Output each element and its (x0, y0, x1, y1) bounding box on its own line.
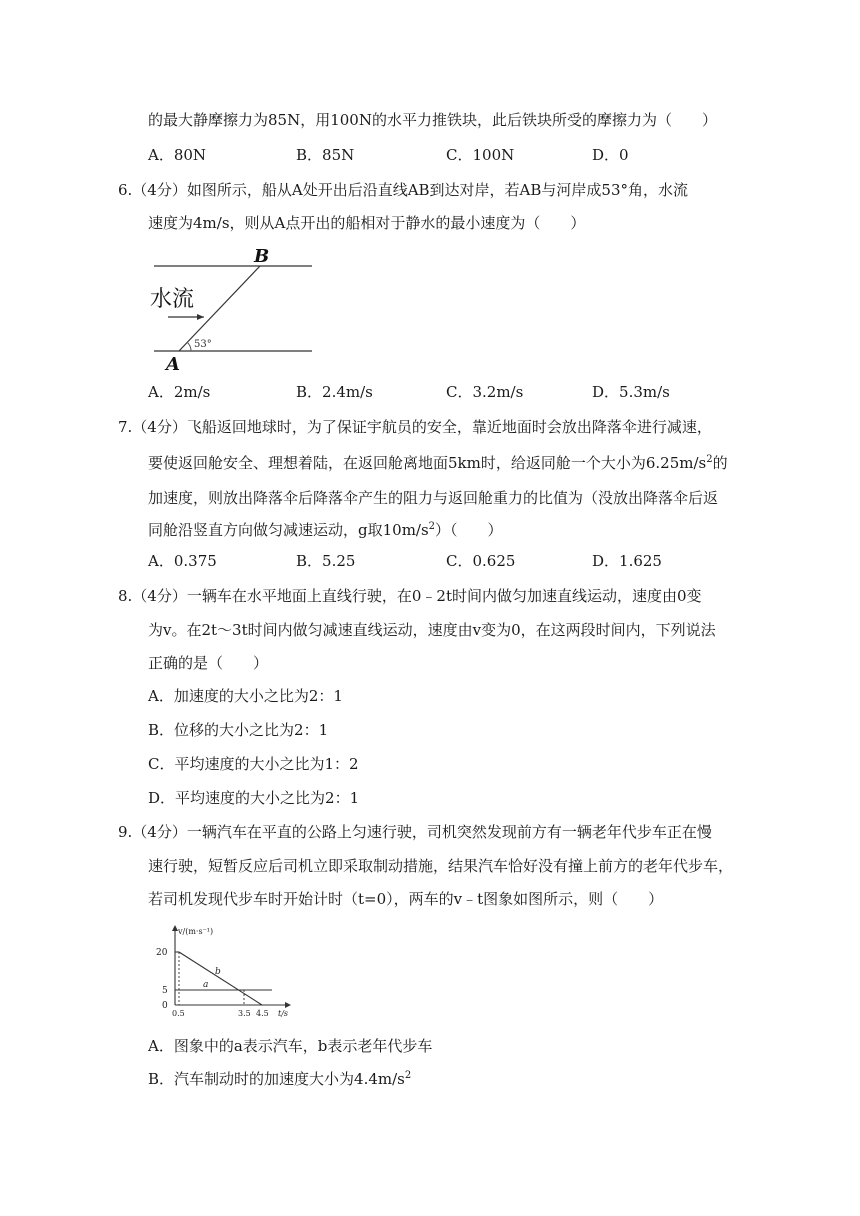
line-b (179, 952, 262, 1005)
q8-option-c: C．平均速度的大小之比为1：2 (148, 755, 359, 773)
q9-option-a: A．图象中的a表示汽车，b表示老年代步车 (148, 1037, 433, 1055)
graph-xlabel: t/s (278, 1009, 289, 1018)
q9-stem-line1: 9.（4分）一辆汽车在平直的公路上匀速行驶，司机突然发现前方有一辆老年代步车正在慢 (118, 823, 712, 841)
q7-option-a: A．0.375 (148, 552, 217, 570)
q7-stem-line1: 7.（4分）飞船返回地球时，为了保证宇航员的安全，靠近地面时会放出降落伞进行减速， (118, 418, 712, 436)
q6-stem-line2: 速度为4m/s，则从A点开出的船相对于静水的最小速度为（ ） (148, 214, 586, 232)
y-tick-20: 20 (156, 948, 168, 958)
q7-option-d: D．1.625 (592, 552, 662, 570)
q8-option-b: B．位移的大小之比为2：1 (148, 721, 329, 739)
graph-line-b-label: b (215, 967, 221, 977)
q8-stem-line1: 8.（4分）一辆车在水平地面上直线行驶，在0﹣2t时间内做匀加速直线运动，速度由0变 (118, 587, 702, 605)
q6-river-figure (146, 244, 318, 374)
q8-stem-line3: 正确的是（ ） (148, 654, 269, 672)
q7-stem-line2: 要使返回舱安全、理想着陆，在返回舱离地面5km时，给返同舱一个大小为$6.25m/s^2$的 (148, 454, 728, 472)
q8-option-d: D．平均速度的大小之比为2：1 (148, 789, 360, 807)
y-tick-0: 0 (162, 1001, 168, 1011)
y-tick-5: 5 (162, 986, 168, 996)
q9-option-b: B．汽车制动时的加速度大小为$4.4m/s^2$ (148, 1070, 412, 1088)
q7-option-c: C．0.625 (446, 552, 516, 570)
q6-label-a: A (166, 354, 180, 374)
graph-ylabel: v/(m·s⁻¹) (178, 927, 214, 936)
q6-label-flow: 水流 (150, 287, 195, 312)
q6-label-angle: 53° (194, 339, 212, 350)
q9-vt-graph (148, 922, 294, 1020)
q7-option-b: B．5.25 (296, 552, 356, 570)
q5-option-b: B．85N (296, 146, 355, 164)
q6-stem-line1: 6.（4分）如图所示，船从A处开出后沿直线AB到达对岸，若AB与河岸成53°角，水流 (118, 181, 688, 199)
x-tick-0.5: 0.5 (172, 1009, 185, 1018)
q7-stem-line4: 同舱沿竖直方向做匀减速运动，g取$10m/s^2$）（ ） (148, 521, 503, 539)
q5-option-a: A．80N (148, 146, 207, 164)
x-tick-3.5: 3.5 (238, 1009, 251, 1018)
q6-option-a: A．2m/s (148, 383, 211, 401)
q5-option-c: C．100N (446, 146, 515, 164)
q8-option-a: A．加速度的大小之比为2：1 (148, 687, 343, 705)
graph-line-a-label: a (203, 980, 209, 990)
q8-stem-line2: 为v。在2t～3t时间内做匀减速直线运动，速度由v变为0，在这两段时间内，下列说法 (148, 621, 716, 639)
q6-option-b: B．2.4m/s (296, 383, 373, 401)
q6-label-b: B (254, 246, 270, 267)
q9-stem-line3: 若司机发现代步车时开始计时（t=0），两车的v﹣t图象如图所示，则（ ） (148, 890, 664, 908)
x-tick-4.5: 4.5 (256, 1009, 269, 1018)
q6-option-d: D．5.3m/s (592, 383, 670, 401)
q7-stem-line3: 加速度，则放出降落伞后降落伞产生的阻力与返回舱重力的比值为（没放出降落伞后返 (148, 489, 719, 507)
q9-stem-line2: 速行驶，短暂反应后司机立即采取制动措施，结果汽车恰好没有撞上前方的老年代步车， (148, 857, 734, 875)
q6-option-c: C．3.2m/s (446, 383, 524, 401)
q5-stem-tail: 的最大静摩擦力为85N，用100N的水平力推铁块，此后铁块所受的摩擦力为（ ） (148, 111, 717, 129)
q5-option-d: D．0 (592, 146, 629, 164)
